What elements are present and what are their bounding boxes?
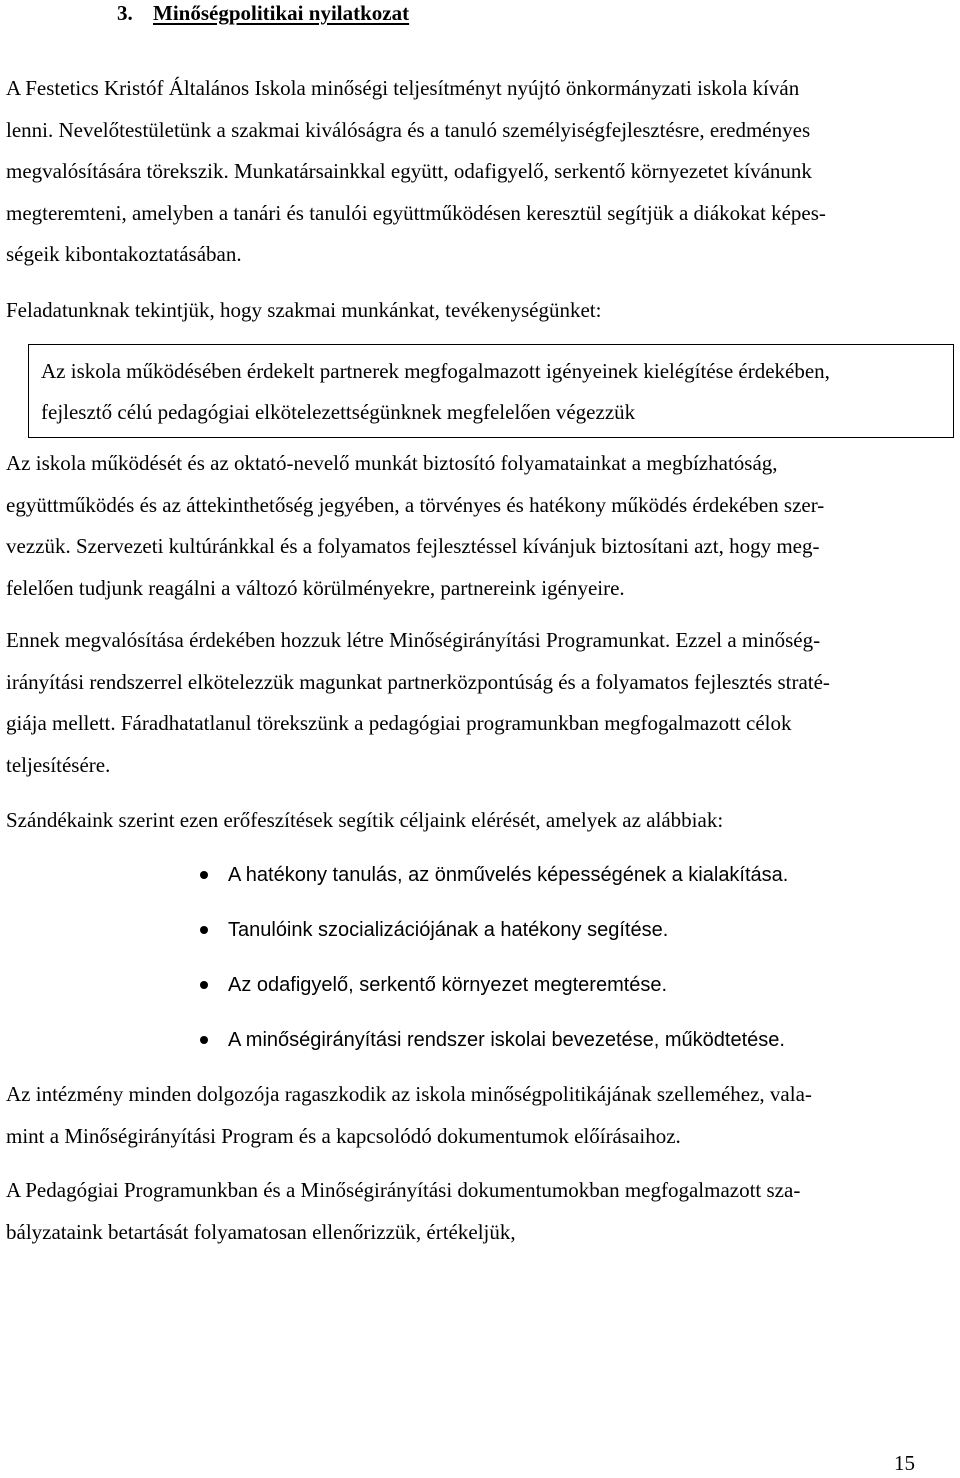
text-line: A Festetics Kristóf Általános Iskola minőségi teljesítményt nyújtó önkormányzati iskola kíván [6,76,800,100]
text-line: felelően tudjunk reagálni a változó körülményekre, partnereink igényeire. [6,575,625,600]
text-line: mint a Minőségirányítási Program és a kapcsolódó dokumentumok előírásaihoz. [6,1123,681,1148]
list-item-text: Az odafigyelő, serkentő környezet megteremtése. [228,974,668,996]
text-line: Az iskola működésében érdekelt partnerek megfogalmazott igényeinek kielégítése érdekében, [41,359,830,383]
text-line: Szándékaink szerint ezen erőfeszítések segítik céljaink elérését, amelyek az alábbiak: [6,808,724,832]
paragraph-tasks [6,290,936,332]
text-line: lenni. Nevelőtestületünk a szakmai kiválóságra és a tanuló személyiségfejlesztésre, eredményes [6,117,811,142]
text-line: giája mellett. Fáradhatatlanul törekszünk a pedagógiai programunkban megfogalmazott célok [6,711,792,735]
text-line: megvalósítására törekszik. Munkatársainkkal együtt, odafigyelő, serkentő környezetet kívánunk [6,159,812,183]
list-item-text: Tanulóink szocializációjának a hatékony segítése. [228,919,669,941]
paragraph-staff [6,1074,936,1157]
text-line: Ennek megvalósítása érdekében hozzuk létre Minőségirányítási Programunkat. Ezzel a minőség- [6,628,821,652]
text-line: Az iskola működését és az oktató-nevelő munkát biztosító folyamatainkat a megbízhatóság, [6,451,778,475]
bullet-icon [200,926,208,934]
paragraph-processes [6,443,936,609]
text-line: teljesítésére. [6,752,111,777]
bullet-icon [200,981,208,989]
paragraph-rules [6,1170,936,1253]
paragraph-intro [6,68,936,276]
text-line: ségeik kibontakoztatásában. [6,242,242,266]
text-line: irányítási rendszerrel elkötelezzük magunkat partnerközpontúság és a folyamatos fejlesztés straté- [6,669,830,694]
list-item-text: A hatékony tanulás, az önművelés képességének a kialakítása. [228,864,789,886]
text-line: fejlesztő célú pedagógiai elkötelezettségünknek megfelelően végezzük [41,400,636,424]
section-heading [117,0,409,26]
paragraph-program [6,620,936,786]
bullet-icon [200,1036,208,1044]
page-number: 15 [894,1451,915,1475]
text-line: megteremteni, amelyben a tanári és tanulói együttműködésen keresztül segítjük a diákokat képes- [6,200,826,225]
text-line: A Pedagógiai Programunkban és a Minőségirányítási dokumentumokban megfogalmazott sza- [6,1178,801,1202]
text-line: Feladatunknak tekintjük, hogy szakmai munkánkat, tevékenységünket: [6,298,602,322]
section-title: Minőségpolitikai nyilatkozat [153,1,410,25]
bullet-icon [200,871,208,879]
boxed-statement [28,344,954,438]
text-line: bályzataink betartását folyamatosan ellenőrizzük, értékeljük, [6,1219,516,1244]
paragraph-intentions [6,800,936,842]
text-line: Az intézmény minden dolgozója ragaszkodik az iskola minőségpolitikájának szelleméhez, vala- [6,1082,812,1106]
text-line: vezzük. Szervezeti kultúránkkal és a folyamatos fejlesztéssel kívánjuk biztosítani azt, hogy meg- [6,534,820,558]
text-line: együttműködés és az áttekinthetőség jegyében, a törvényes és hatékony működés érdekében szer- [6,492,825,517]
section-number: 3. [117,1,133,25]
list-item-text: A minőségirányítási rendszer iskolai bevezetése, működtetése. [228,1029,785,1051]
